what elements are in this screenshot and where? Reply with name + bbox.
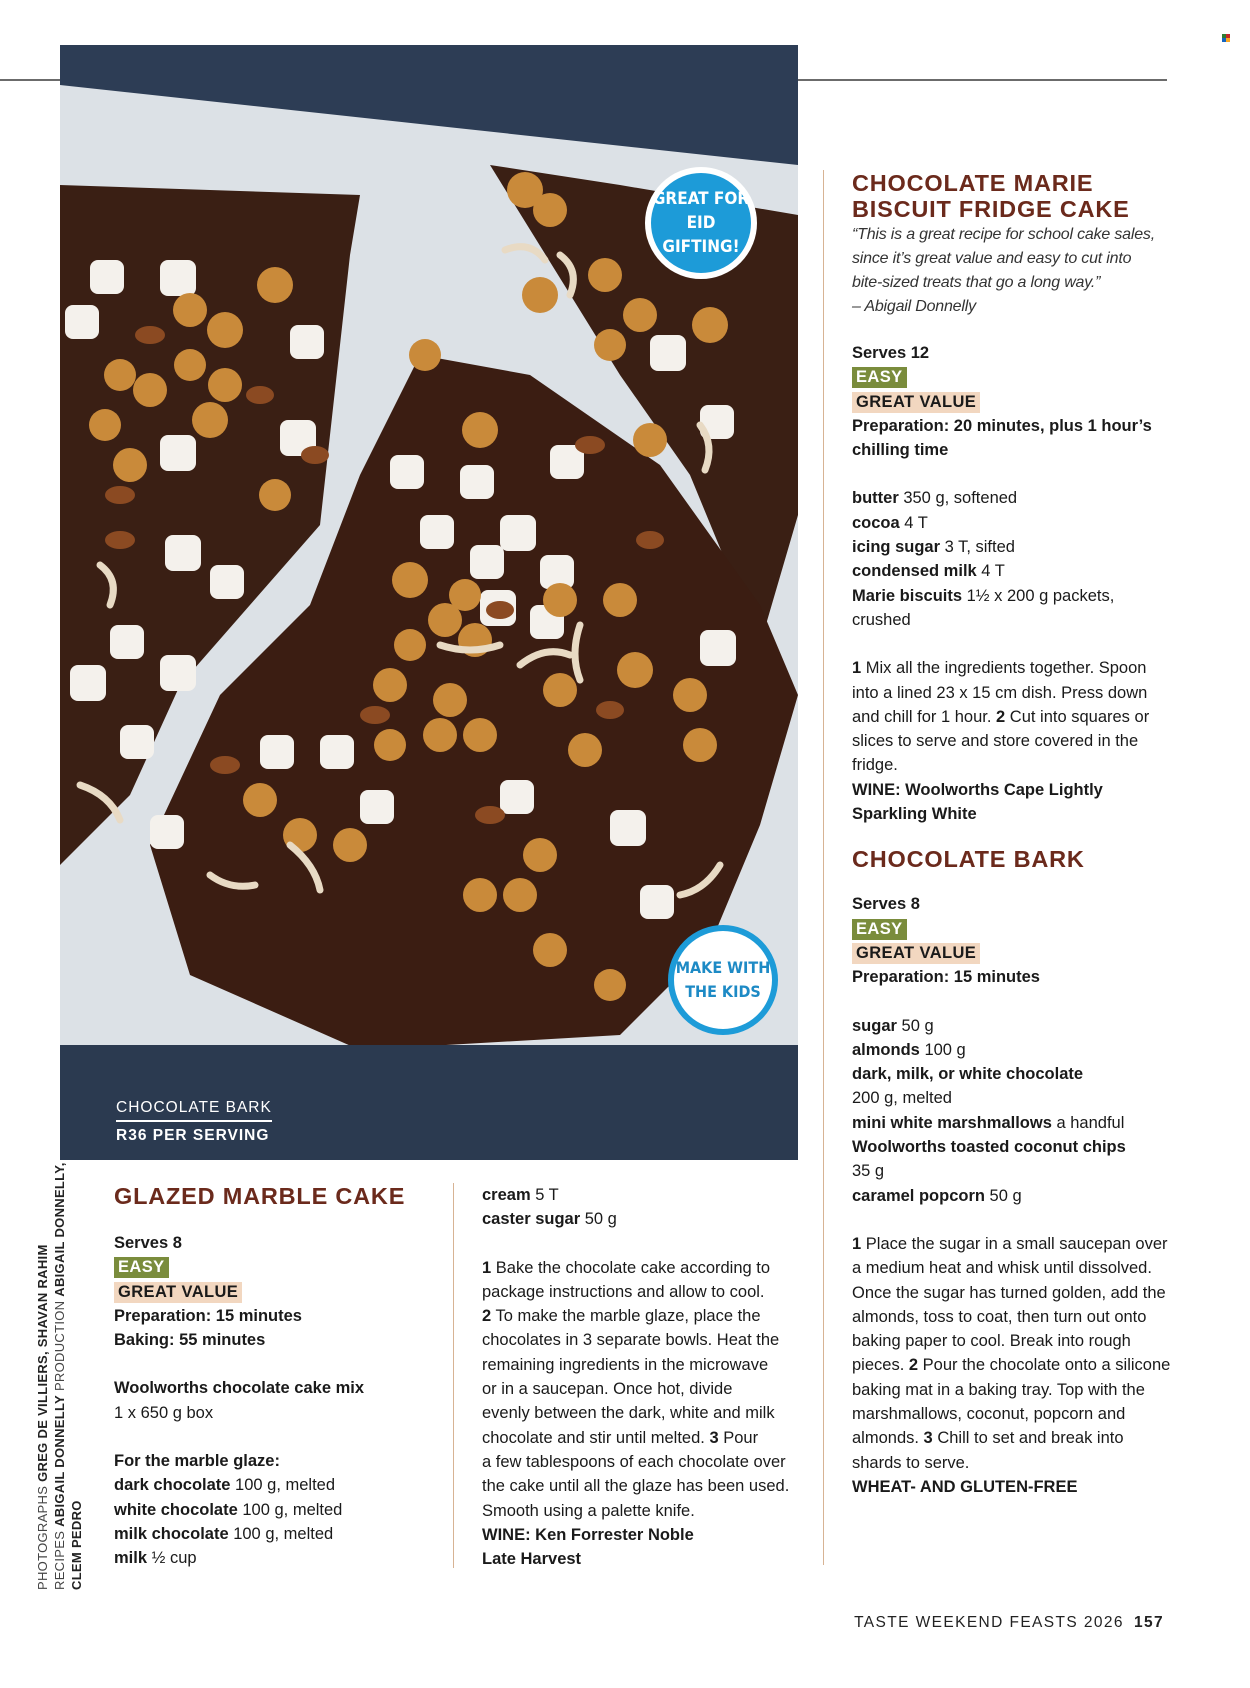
serves: Serves 8 bbox=[114, 1234, 182, 1252]
method-line: remaining ingredients in the microwave bbox=[482, 1355, 769, 1374]
easy-tag: EASY bbox=[114, 1257, 169, 1278]
ingredient-line: cream 5 T bbox=[482, 1186, 559, 1204]
column-divider bbox=[823, 170, 824, 1565]
prep-time: Preparation: 15 minutes bbox=[114, 1306, 302, 1325]
ingredient-line: milk ½ cup bbox=[114, 1549, 197, 1568]
ingredient-line: dark chocolate 100 g, melted bbox=[114, 1476, 336, 1495]
quote-line: – Abigail Donnelly bbox=[852, 298, 976, 315]
method-line: a few tablespoons of each chocolate over bbox=[482, 1452, 786, 1471]
right-column bbox=[852, 170, 1182, 1499]
prep-time: chilling time bbox=[852, 441, 949, 460]
recipe-title: GLAZED MARBLE CAKE bbox=[114, 1183, 406, 1209]
ingredient-qty: 1 x 650 g box bbox=[114, 1403, 214, 1422]
easy-tag: EASY bbox=[852, 367, 907, 388]
method-line: package instructions and allow to cool. bbox=[482, 1282, 765, 1301]
corner-mark-icon bbox=[1222, 34, 1230, 42]
page-number: 157 bbox=[1133, 1614, 1164, 1631]
credits-photographers: GREG DE VILLIERS, SHAVAN RAHIM bbox=[35, 1244, 50, 1482]
dietary-note: WHEAT- AND GLUTEN-FREE bbox=[852, 1477, 1078, 1496]
method-line: the cake until all the glaze has been used. bbox=[482, 1477, 790, 1496]
method-line: Once the sugar has turned golden, add the bbox=[852, 1283, 1166, 1302]
method-line: 1 Bake the chocolate cake according to bbox=[482, 1258, 771, 1277]
recipe-title: CHOCOLATE BARK bbox=[852, 846, 1085, 873]
method-line: chocolates in 3 separate bowls. Heat the bbox=[482, 1331, 780, 1350]
easy-tag: EASY bbox=[852, 919, 907, 940]
badge-top-line2: EID GIFTING! bbox=[662, 213, 740, 257]
ingredient-line: crushed bbox=[852, 610, 911, 629]
method-line: 1 Mix all the ingredients together. Spoon bbox=[852, 659, 1147, 678]
method-line: 1 Place the sugar in a small saucepan over bbox=[852, 1234, 1168, 1253]
ingredient-line: cocoa 4 T bbox=[852, 513, 928, 532]
wine-pairing: WINE: Ken Forrester Noble bbox=[482, 1525, 694, 1544]
quote-line: “This is a great recipe for school cake sales, bbox=[852, 226, 1155, 243]
ingredient-line: caster sugar 50 g bbox=[482, 1210, 617, 1229]
photo-caption bbox=[116, 1099, 272, 1145]
credits-label: PHOTOGRAPHS bbox=[35, 1481, 50, 1590]
ingredient-line: 35 g bbox=[852, 1162, 885, 1181]
method-line: almonds. 3 Chill to set and break into bbox=[852, 1429, 1124, 1448]
eid-gifting-badge bbox=[645, 167, 757, 279]
credits-label: RECIPES bbox=[52, 1526, 67, 1590]
marble-cake-method bbox=[482, 1183, 817, 1571]
method-line: and chill for 1 hour. 2 Cut into squares or bbox=[852, 707, 1150, 726]
badge-bottom-line1: MAKE WITH bbox=[675, 958, 771, 977]
ingredient-line: butter 350 g, softened bbox=[852, 489, 1018, 508]
method-line: shards to serve. bbox=[852, 1453, 970, 1472]
ingredient-line: icing sugar 3 T, sifted bbox=[852, 538, 1015, 557]
method-line: pieces. 2 Pour the chocolate onto a silicone bbox=[852, 1356, 1171, 1375]
method-line: 2 To make the marble glaze, place the bbox=[482, 1307, 761, 1326]
method-line: or in a saucepan. Once hot, divide bbox=[482, 1380, 733, 1399]
prep-time: Preparation: 15 minutes bbox=[852, 968, 1040, 987]
ingredient-line: Marie biscuits 1½ x 200 g packets, bbox=[852, 586, 1115, 605]
ingredient-line: mini white marshmallows a handful bbox=[852, 1113, 1125, 1132]
recipe-title: BISCUIT FRIDGE CAKE bbox=[852, 196, 1130, 222]
make-with-kids-badge bbox=[668, 925, 778, 1035]
method-line: baking mat in a baking tray. Top with the bbox=[852, 1380, 1145, 1399]
great-value-tag: GREAT VALUE bbox=[852, 943, 980, 964]
great-value-tag: GREAT VALUE bbox=[114, 1282, 242, 1303]
page-footer bbox=[854, 1614, 1164, 1632]
caption-price: R36 PER SERVING bbox=[116, 1127, 270, 1144]
method-line: baking paper to cool. Break into rough bbox=[852, 1332, 1131, 1351]
serves: Serves 12 bbox=[852, 344, 930, 362]
marble-cake-recipe bbox=[114, 1183, 444, 1571]
ingredient-line: almonds 100 g bbox=[852, 1040, 966, 1059]
prep-time: Preparation: 20 minutes, plus 1 hour’s bbox=[852, 416, 1152, 435]
ingredient-line: Woolworths toasted coconut chips bbox=[852, 1138, 1126, 1157]
wine-pairing: WINE: Woolworths Cape Lightly bbox=[852, 780, 1103, 799]
ingredient-line: milk chocolate 100 g, melted bbox=[114, 1524, 334, 1543]
method-line: fridge. bbox=[852, 756, 898, 775]
ingredient-line: 200 g, melted bbox=[852, 1089, 952, 1108]
credits-recipes: ABIGAIL DONNELLY bbox=[52, 1394, 67, 1527]
badge-bottom-line2: THE KIDS bbox=[685, 982, 761, 1001]
method-line: into a lined 23 x 15 cm dish. Press down bbox=[852, 683, 1148, 702]
method-line: a medium heat and whisk until dissolved. bbox=[852, 1259, 1152, 1278]
ingredient-line: sugar 50 g bbox=[852, 1016, 934, 1035]
ingredient-line: dark, milk, or white chocolate bbox=[852, 1065, 1084, 1084]
method-line: almonds, toss to coat, then turn out onto bbox=[852, 1307, 1147, 1326]
photo-credits bbox=[34, 1090, 85, 1590]
wine-pairing: Late Harvest bbox=[482, 1550, 582, 1569]
credits-production: ABIGAIL DONNELLY, bbox=[52, 1162, 67, 1297]
ingredient-line: condensed milk 4 T bbox=[852, 562, 1005, 581]
method-line: marshmallows, coconut, popcorn and bbox=[852, 1404, 1126, 1423]
method-steps bbox=[482, 1256, 817, 1523]
wine-pairing: Sparkling White bbox=[852, 805, 977, 824]
great-value-tag: GREAT VALUE bbox=[852, 392, 980, 413]
method-line: slices to serve and store covered in the bbox=[852, 732, 1139, 751]
method-line: Smooth using a palette knife. bbox=[482, 1501, 695, 1520]
recipe-title: CHOCOLATE MARIE bbox=[852, 170, 1094, 196]
ingredient-line: white chocolate 100 g, melted bbox=[114, 1500, 343, 1519]
serves: Serves 8 bbox=[852, 895, 920, 914]
ingredient-name: Woolworths chocolate cake mix bbox=[114, 1379, 365, 1398]
recipe-quote bbox=[852, 223, 1182, 319]
magazine-name: TASTE WEEKEND FEASTS 2026 bbox=[854, 1614, 1124, 1631]
glaze-heading: For the marble glaze: bbox=[114, 1452, 280, 1471]
quote-line: bite-sized treats that go a long way.” bbox=[852, 274, 1101, 291]
caption-title: CHOCOLATE BARK bbox=[116, 1099, 272, 1122]
credits-production-2: CLEM PEDRO bbox=[69, 1500, 84, 1590]
badge-top-line1: GREAT FOR bbox=[652, 189, 750, 209]
credits-label: PRODUCTION bbox=[52, 1296, 67, 1395]
quote-line: since it’s great value and easy to cut into bbox=[852, 250, 1132, 267]
ingredient-line: caramel popcorn 50 g bbox=[852, 1186, 1022, 1205]
method-line: chocolate and stir until melted. 3 Pour bbox=[482, 1428, 759, 1447]
method-line: evenly between the dark, white and milk bbox=[482, 1404, 775, 1423]
baking-time: Baking: 55 minutes bbox=[114, 1331, 266, 1350]
column-divider bbox=[453, 1183, 454, 1568]
chocolate-bark-photo bbox=[60, 45, 798, 1160]
